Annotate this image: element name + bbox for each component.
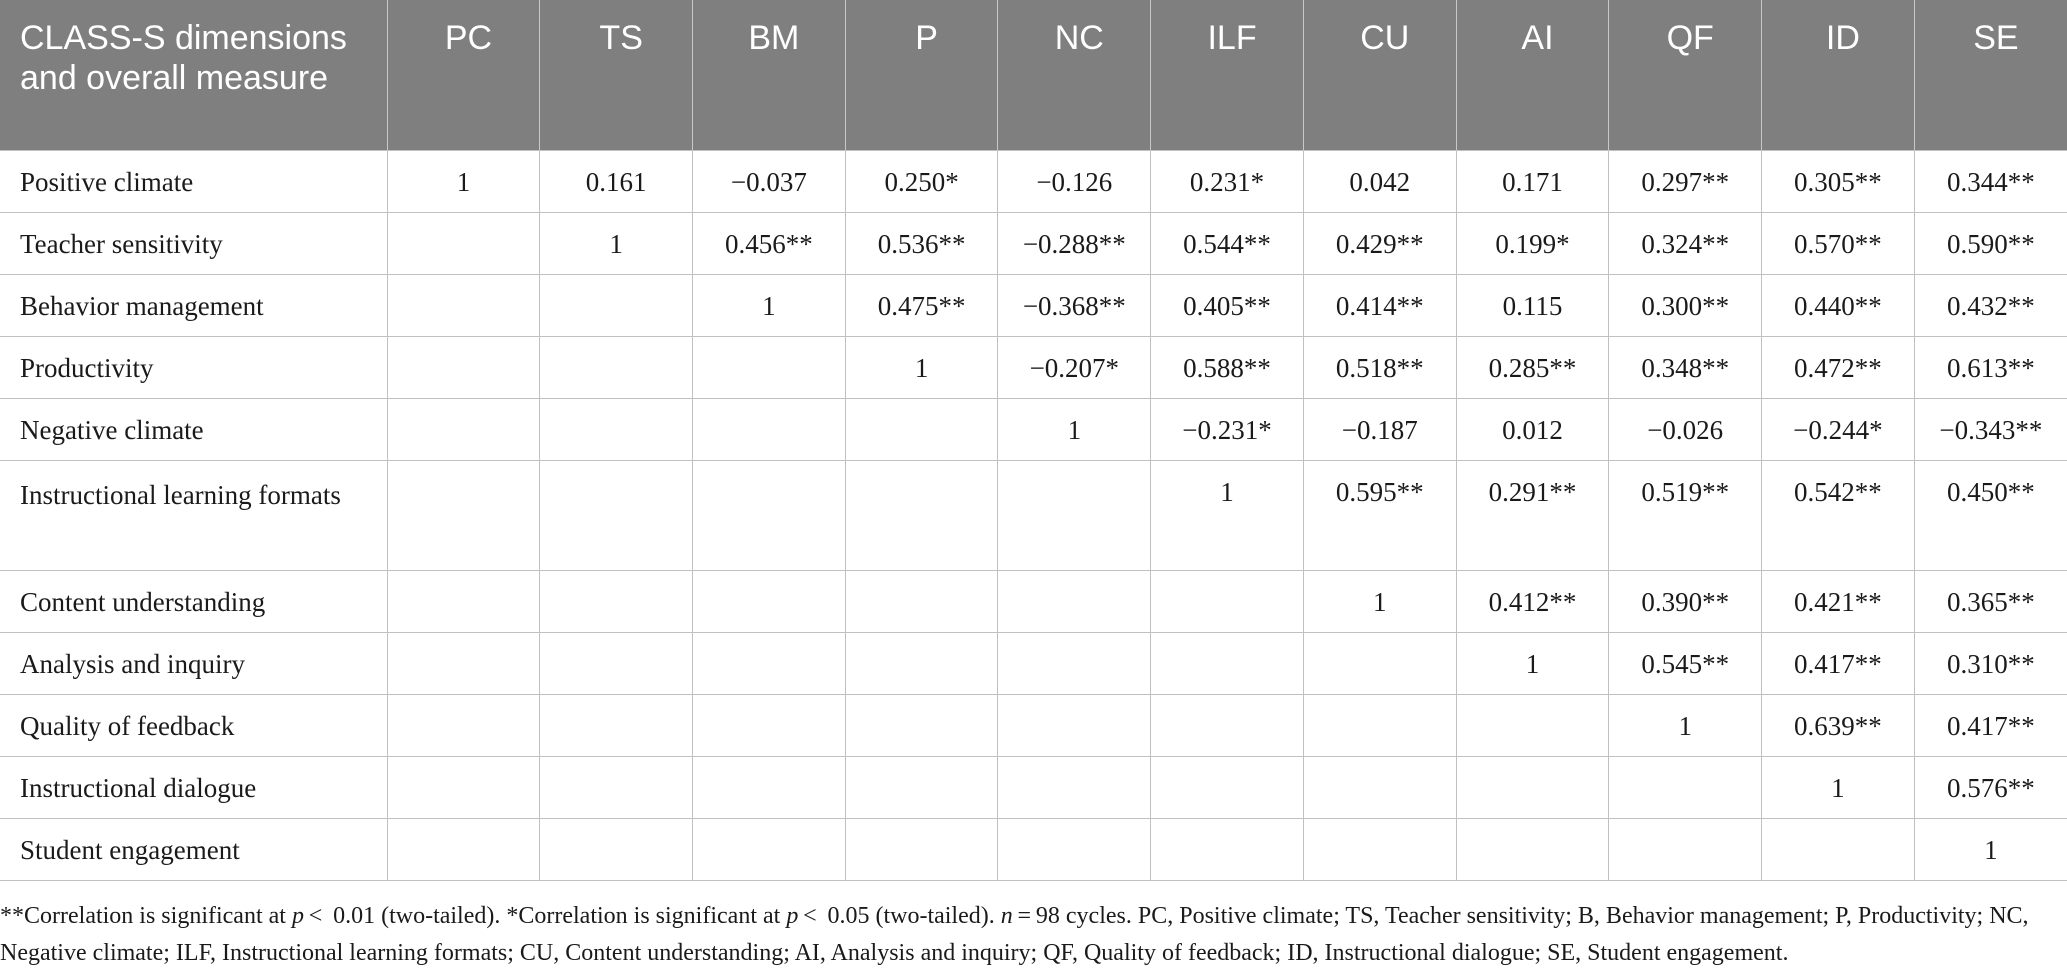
table-cell: [387, 274, 540, 336]
table-cell: 0.310**: [1914, 632, 2067, 694]
table-cell: [540, 756, 693, 818]
row-label: Productivity: [0, 336, 387, 398]
table-cell: [540, 818, 693, 880]
table-cell: [693, 336, 846, 398]
table-cell: 0.414**: [1303, 274, 1456, 336]
table-cell: 1: [1151, 460, 1304, 570]
table-cell: 0.542**: [1762, 460, 1915, 570]
table-cell: 1: [845, 336, 998, 398]
table-row: [0, 694, 2067, 756]
table-row: [0, 150, 2067, 212]
table-cell: 0.475**: [845, 274, 998, 336]
table-cell: 0.421**: [1762, 570, 1915, 632]
table-cell: 0.285**: [1456, 336, 1609, 398]
table-cell: 0.639**: [1762, 694, 1915, 756]
table-cell: −0.126: [998, 150, 1151, 212]
table-cell: [540, 274, 693, 336]
table-cell: [1456, 694, 1609, 756]
table-cell: [693, 398, 846, 460]
table-cell: 1: [1456, 632, 1609, 694]
table-cell: 0.012: [1456, 398, 1609, 460]
table-cell: −0.343**: [1914, 398, 2067, 460]
table-cell: [1303, 756, 1456, 818]
table-cell: [387, 212, 540, 274]
table-cell: [693, 570, 846, 632]
table-row: [0, 756, 2067, 818]
table-cell: [693, 818, 846, 880]
table-cell: [387, 818, 540, 880]
table-cell: [387, 694, 540, 756]
table-cell: 0.412**: [1456, 570, 1609, 632]
table-cell: 0.417**: [1914, 694, 2067, 756]
table-cell: 0.115: [1456, 274, 1609, 336]
table-cell: −0.026: [1609, 398, 1762, 460]
table-cell: 1: [998, 398, 1151, 460]
table-cell: [1456, 756, 1609, 818]
table-footnote: **Correlation is significant at p < 0.01 (two-tailed). *Correlation is significant at p < 0.05 (two-tailed). n = 98 cycles. PC, Positive climate; TS, Teacher sensitivity; B, Behavior management; P, Productivity; NC, Negative climate; ILF, Instructional learning formats; CU, Content understanding; AI, Analysis and inquiry; QF, Quality of feedback; ID, Instructional dialogue; SE, Student engagement.: [0, 903, 2029, 966]
table-cell: 0.324**: [1609, 212, 1762, 274]
table-cell: [540, 398, 693, 460]
header-ts: TS: [540, 0, 693, 150]
table-cell: [845, 570, 998, 632]
table-cell: 0.440**: [1762, 274, 1915, 336]
table-cell: [845, 756, 998, 818]
table-cell: 0.590**: [1914, 212, 2067, 274]
table-cell: [845, 398, 998, 460]
table-body: [0, 150, 2067, 880]
table-cell: [540, 570, 693, 632]
table-cell: [1303, 818, 1456, 880]
table-cell: [387, 460, 540, 570]
table-cell: 0.300**: [1609, 274, 1762, 336]
table-cell: 1: [693, 274, 846, 336]
table-cell: [693, 694, 846, 756]
table-row: [0, 570, 2067, 632]
table-cell: [693, 632, 846, 694]
table-cell: [387, 398, 540, 460]
header-qf: QF: [1609, 0, 1762, 150]
table-cell: [693, 460, 846, 570]
table-cell: 0.472**: [1762, 336, 1915, 398]
table-cell: 0.570**: [1762, 212, 1915, 274]
header-ilf: ILF: [1151, 0, 1304, 150]
header-pc: PC: [387, 0, 540, 150]
table-cell: −0.244*: [1762, 398, 1915, 460]
table-cell: [1762, 818, 1915, 880]
row-label: Student engagement: [0, 818, 387, 880]
table-cell: 0.291**: [1456, 460, 1609, 570]
table-cell: [540, 336, 693, 398]
table-cell: [387, 632, 540, 694]
header-ai: AI: [1456, 0, 1609, 150]
table-cell: [845, 694, 998, 756]
table-cell: 1: [1762, 756, 1915, 818]
table-cell: −0.187: [1303, 398, 1456, 460]
table-cell: [998, 818, 1151, 880]
table-cell: [1151, 756, 1304, 818]
table-cell: 0.429**: [1303, 212, 1456, 274]
table-cell: −0.288**: [998, 212, 1151, 274]
table-cell: [387, 756, 540, 818]
table-cell: 0.595**: [1303, 460, 1456, 570]
table-cell: 0.588**: [1151, 336, 1304, 398]
table-cell: 1: [1609, 694, 1762, 756]
header-p: P: [845, 0, 998, 150]
table-cell: 0.450**: [1914, 460, 2067, 570]
table-cell: [1303, 694, 1456, 756]
table-cell: 0.171: [1456, 150, 1609, 212]
table-cell: 0.199*: [1456, 212, 1609, 274]
table-cell: 0.545**: [1609, 632, 1762, 694]
table-row: [0, 398, 2067, 460]
row-label: Behavior management: [0, 274, 387, 336]
table-cell: 0.250*: [845, 150, 998, 212]
table-cell: 0.544**: [1151, 212, 1304, 274]
row-label: Analysis and inquiry: [0, 632, 387, 694]
table-cell: [1609, 818, 1762, 880]
table-row: [0, 818, 2067, 880]
table-cell: [845, 632, 998, 694]
table-cell: [540, 694, 693, 756]
table-cell: [387, 570, 540, 632]
table-cell: [387, 336, 540, 398]
row-label: Content understanding: [0, 570, 387, 632]
table-cell: [1151, 632, 1304, 694]
table-cell: 1: [1303, 570, 1456, 632]
table-cell: [1456, 818, 1609, 880]
table-cell: [1151, 694, 1304, 756]
table-cell: 0.231*: [1151, 150, 1304, 212]
table-cell: −0.037: [693, 150, 846, 212]
table-cell: [1303, 632, 1456, 694]
table-cell: [1151, 818, 1304, 880]
table-cell: 0.536**: [845, 212, 998, 274]
row-label: Instructional learning formats: [0, 460, 387, 570]
table-row: [0, 632, 2067, 694]
table-cell: [998, 570, 1151, 632]
table-cell: −0.368**: [998, 274, 1151, 336]
row-label: Positive climate: [0, 150, 387, 212]
header-bm: BM: [693, 0, 846, 150]
table-cell: 0.518**: [1303, 336, 1456, 398]
header-se: SE: [1914, 0, 2067, 150]
table-cell: 0.042: [1303, 150, 1456, 212]
header-dimensions: CLASS-S dimensions and overall measure: [0, 0, 387, 150]
table-cell: 0.390**: [1609, 570, 1762, 632]
table-cell: [998, 460, 1151, 570]
table-cell: 1: [540, 212, 693, 274]
table-cell: [845, 460, 998, 570]
table-cell: 0.417**: [1762, 632, 1915, 694]
table-cell: [998, 694, 1151, 756]
table-row: [0, 336, 2067, 398]
table-cell: 0.576**: [1914, 756, 2067, 818]
table-cell: 0.297**: [1609, 150, 1762, 212]
table-cell: 0.344**: [1914, 150, 2067, 212]
row-label: Teacher sensitivity: [0, 212, 387, 274]
row-label: Instructional dialogue: [0, 756, 387, 818]
table-row: [0, 460, 2067, 570]
row-label: Negative climate: [0, 398, 387, 460]
header-nc: NC: [998, 0, 1151, 150]
header-row: [0, 0, 2067, 150]
table-cell: [693, 756, 846, 818]
table-cell: [845, 818, 998, 880]
table-cell: [998, 756, 1151, 818]
table-cell: 0.432**: [1914, 274, 2067, 336]
table-cell: 0.348**: [1609, 336, 1762, 398]
row-label: Quality of feedback: [0, 694, 387, 756]
table-cell: [540, 460, 693, 570]
header-id: ID: [1762, 0, 1915, 150]
table-row: [0, 212, 2067, 274]
table-cell: 0.161: [540, 150, 693, 212]
header-cu: CU: [1303, 0, 1456, 150]
table-cell: [1151, 570, 1304, 632]
table-cell: 0.456**: [693, 212, 846, 274]
table-cell: 0.305**: [1762, 150, 1915, 212]
table-cell: 0.613**: [1914, 336, 2067, 398]
table-cell: 0.365**: [1914, 570, 2067, 632]
table-cell: [1609, 756, 1762, 818]
table-cell: 1: [1914, 818, 2067, 880]
table-cell: −0.207*: [998, 336, 1151, 398]
table-cell: −0.231*: [1151, 398, 1304, 460]
table-row: [0, 274, 2067, 336]
table-cell: 0.519**: [1609, 460, 1762, 570]
table-cell: 1: [387, 150, 540, 212]
table-cell: [998, 632, 1151, 694]
table-cell: [540, 632, 693, 694]
table-cell: 0.405**: [1151, 274, 1304, 336]
